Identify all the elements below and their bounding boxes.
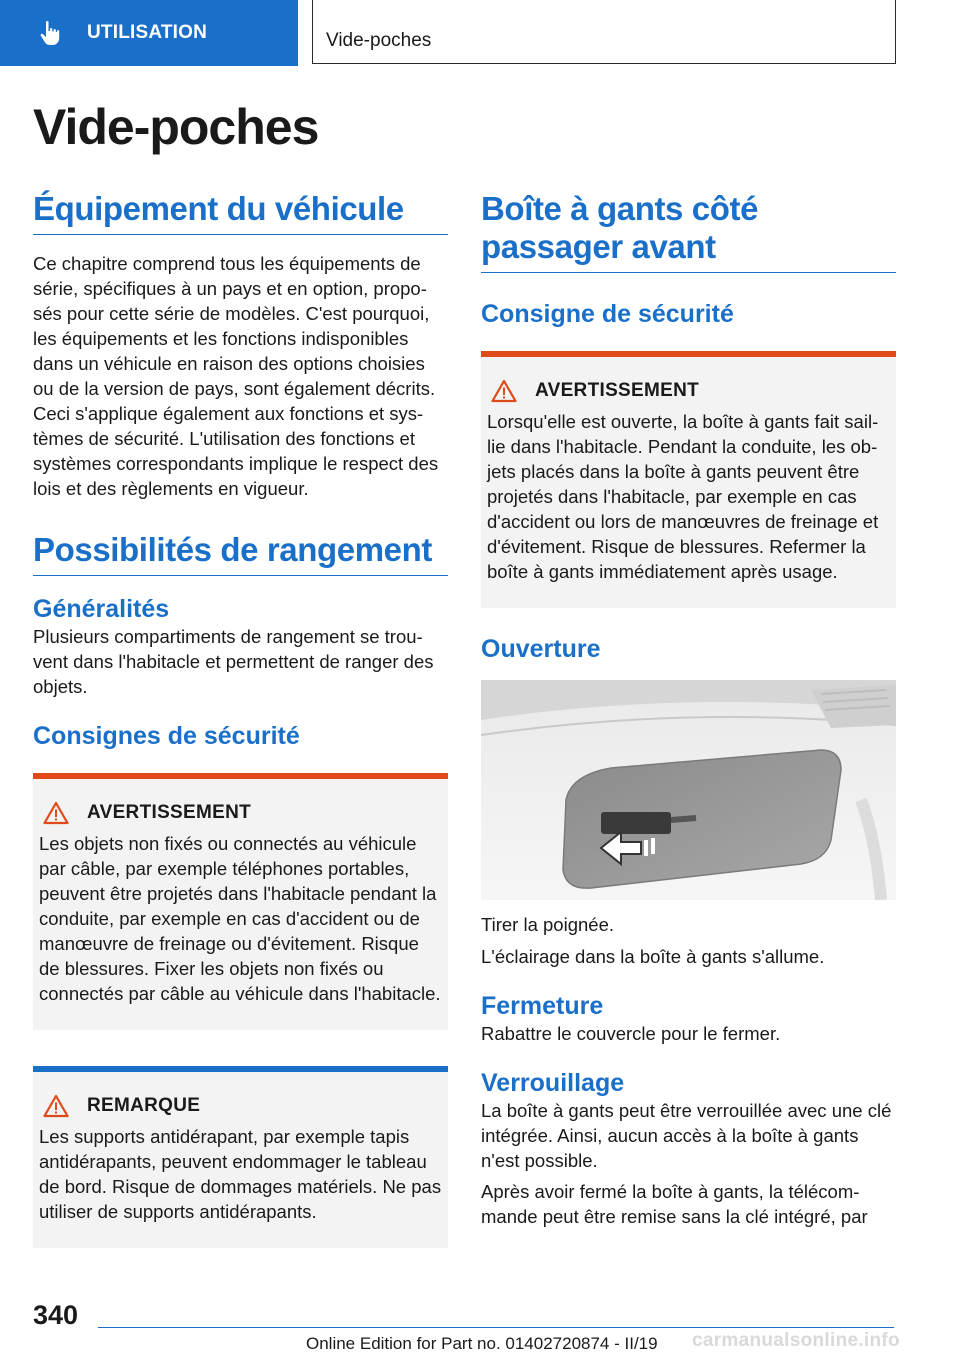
hand-pointer-icon [37,19,65,47]
warning-header [491,379,890,403]
notice-box [33,1066,448,1248]
warning-box-left [33,773,448,1030]
notice-title: REMARQUE [87,1095,201,1116]
warning-text: Lorsqu'elle est ouverte, la boîte à gants fait saillie dans l'habitacle. Pendant la conduite, les objets placés dans la boîte à gants peuvent être projetés dans l'habitacle, par exemple en cas d'accident ou lors de manœuvres de freinage et d'évitement. Risque de blessures. Refermer la boîte à gants immédiatement après usage. [487,411,879,582]
paragraph-equipment: Ce chapitre comprend tous les équipements de série, spécifiques à un pays et en option, proposés pour cette série de modèles. C'est pourquoi, les équipements et les fonctions indisponibles dans un véhicule en raison des options choisies ou de la version de pays, sont également décrits. Ceci s'applique également aux fonctions et systèmes de sécurité. L'utilisation des fonctions et systèmes correspondants implique le respect des lois et des règlements en vigueur. [33,253,439,499]
chapter-label: Vide-poches [326,30,432,51]
left-column [33,190,448,1248]
page-title: Vide-poches [33,99,319,155]
page-number: 340 [33,1300,79,1330]
glovebox-photo [481,680,896,900]
paragraph-locking-1: La boîte à gants peut être verrouillée avec une clé intégrée. Ainsi, aucun accès à la boîte à gants n'est possible. [481,1100,892,1171]
paragraph-light: L'éclairage dans la boîte à gants s'allume. [481,946,825,967]
warning-triangle-icon [43,1094,69,1118]
warning-triangle-icon [491,379,517,403]
watermark: carmanualsonline.info [692,1330,900,1351]
heading-opening: Ouverture [481,635,601,663]
edition-text: Online Edition for Part no. 01402720874 - II/19 [306,1334,658,1353]
section-label: UTILISATION [87,22,208,43]
heading-glovebox: Boîte à gants côté passager avant [481,190,896,273]
heading-safety-left: Consignes de sécurité [33,722,300,750]
paragraph-pull: Tirer la poignée. [481,914,614,935]
right-column [481,190,896,1229]
chapter-tab[interactable] [312,0,896,64]
warning-text: Les objets non fixés ou connectés au véhicule par câble, par exemple téléphones portables, peuvent être projetés dans l'habitacle pendant la conduite, par exemple en cas d'accident ou de manœuvre de freinage ou d'évitement. Risque de blessures. Fixer les objets non fixés ou connectés par câble au véhicule dans l'habitacle. [39,833,441,1004]
notice-header [43,1094,442,1118]
page-header [0,0,960,66]
notice-text: Les supports antidérapant, par exemple tapis antidérapants, peuvent endommager le tableau de bord. Risque de dommages matériels. Ne pas utiliser de supports antidérapants. [39,1126,442,1222]
heading-safety-right: Consigne de sécurité [481,300,734,328]
paragraph-general: Plusieurs compartiments de rangement se trouvent dans l'habitacle et permettent de ranger des objets. [33,626,434,697]
warning-title: AVERTISSEMENT [87,802,252,823]
warning-title: AVERTISSEMENT [535,380,700,401]
heading-equipment: Équipement du véhicule [33,190,448,235]
heading-general: Généralités [33,595,170,623]
heading-storage: Possibilités de rangement [33,531,448,576]
paragraph-locking-2: Après avoir fermé la boîte à gants, la télécommande peut être remise sans la clé intégré, par [481,1181,868,1227]
warning-triangle-icon [43,801,69,825]
warning-box-right [481,351,896,608]
glovebox-illustration [481,680,896,900]
section-tab[interactable] [0,0,298,66]
footer-divider [98,1327,894,1328]
heading-locking: Verrouillage [481,1069,625,1097]
paragraph-closing: Rabattre le couvercle pour le fermer. [481,1023,781,1044]
heading-closing: Fermeture [481,992,604,1020]
warning-header [43,801,442,825]
